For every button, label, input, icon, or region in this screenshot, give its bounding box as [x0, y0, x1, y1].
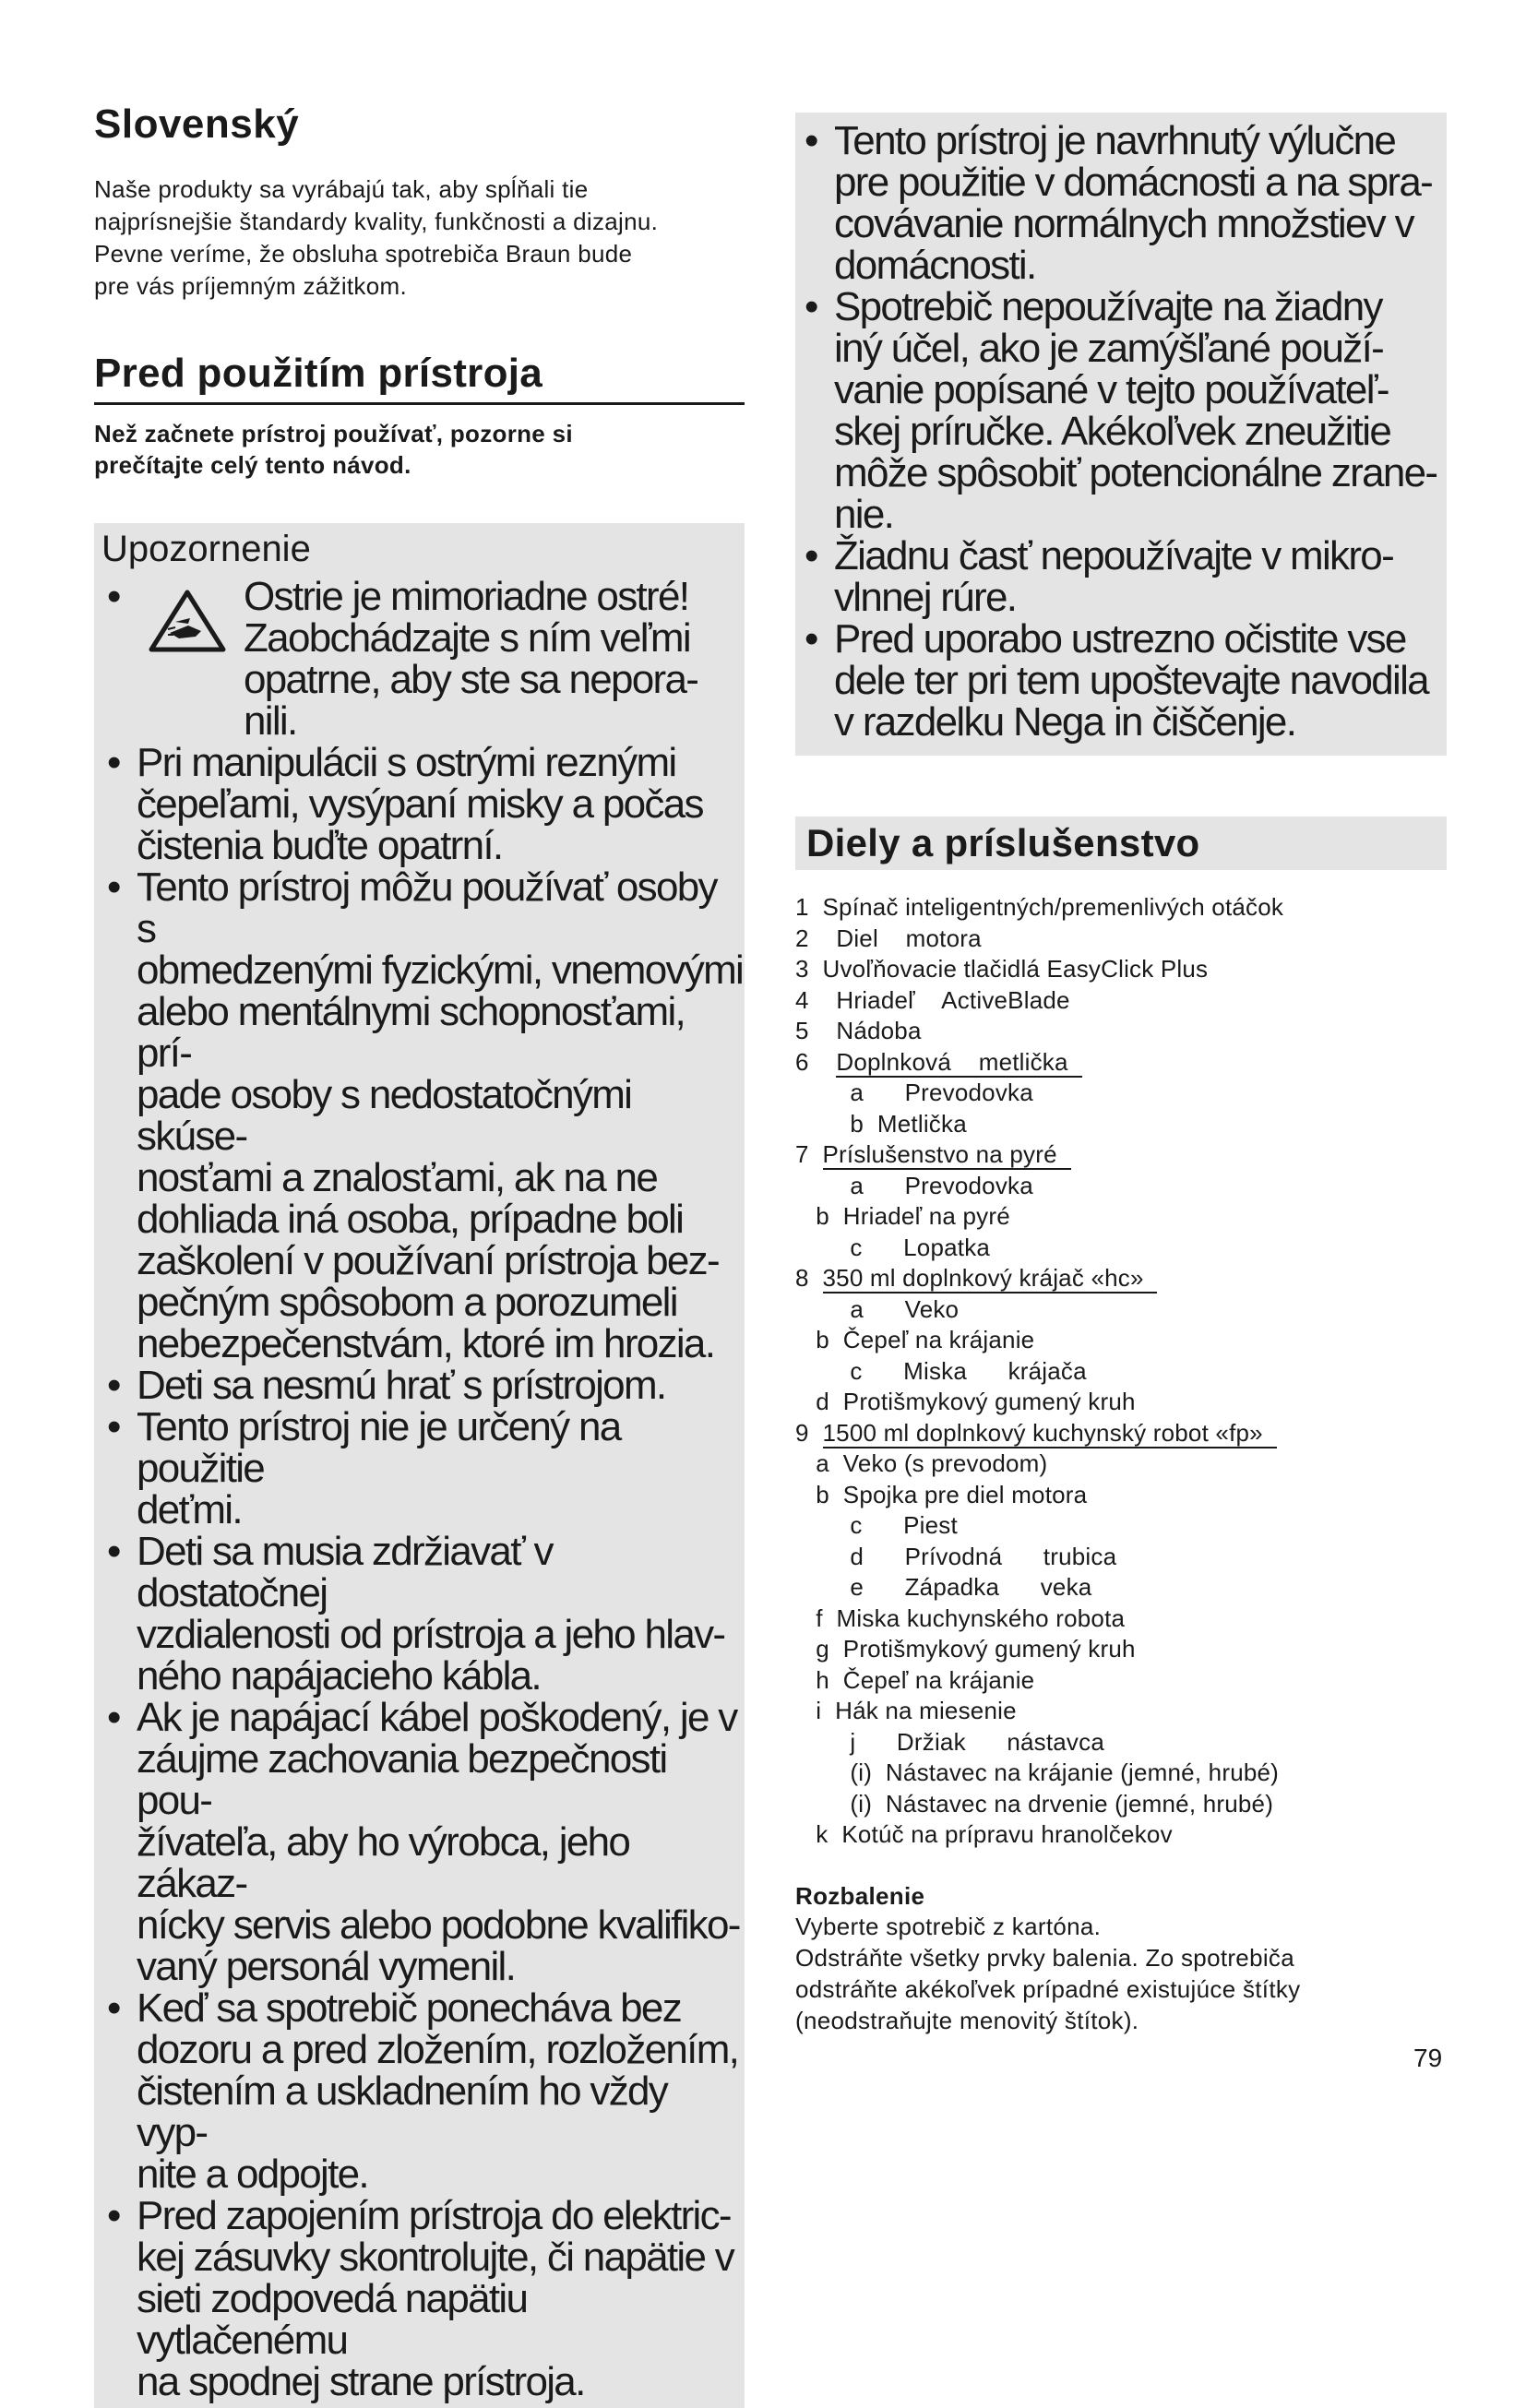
parts-list-item: j Držiak nástavca — [795, 1727, 1104, 1756]
warning-line: skej príručke. Akékoľvek zneužitie — [834, 409, 1391, 454]
warning-item — [101, 1697, 745, 1987]
warning-items-continued — [799, 120, 1437, 743]
parts-list-item: f Miska kuchynského robota — [795, 1603, 1126, 1632]
warning-box — [94, 523, 745, 2408]
warning-line: môže spôsobiť potencionálne zrane- — [834, 450, 1437, 495]
warning-list — [101, 576, 745, 742]
parts-list-item: (i) Nástavec na drvenie (jemné, hrubé) — [795, 1789, 1274, 1818]
parts-list-item: 9 1500 ml doplnkový kuchynský robot «fp» — [795, 1418, 1277, 1447]
parts-list-item: a Veko (s prevodom) — [795, 1449, 1048, 1477]
warning-line: zaškolení v používaní prístroja bez- — [137, 1238, 719, 1283]
warning-line: ného napájacieho kábla. — [137, 1653, 541, 1699]
warning-line: covávanie normálnych množstiev v — [834, 201, 1413, 246]
parts-list-item: 3 Uvoľňovacie tlačidlá EasyClick Plus — [795, 955, 1209, 983]
parts-list-item: b Čepeľ na krájanie — [795, 1326, 1035, 1353]
warning-line: opatrne, aby ste sa nepora- — [244, 657, 698, 702]
warning-item — [101, 866, 745, 1365]
warning-line: • Žiadnu časť nepoužívajte v mikro- — [834, 533, 1394, 578]
warning-line: • Tento prístroj môžu používať osoby s — [137, 864, 717, 951]
warning-line: pečným spôsobom a porozumeli — [137, 1280, 677, 1325]
instruction-line: Než začnete prístroj používať, pozorne si — [94, 420, 573, 447]
warning-item — [799, 618, 1437, 743]
parts-list-item: a Prevodovka — [795, 1079, 1033, 1106]
left-column — [94, 101, 745, 2408]
unpacking-line: Odstráňte všetky prvky balenia. Zo spotrebiča — [795, 1943, 1294, 1972]
parts-list-item: d Prívodná trubica — [795, 1542, 1117, 1570]
unpacking-line: odstráňte akékoľvek prípadné existujúce štítky — [795, 1974, 1301, 2003]
parts-list-item: 2 Diel motora — [795, 924, 982, 952]
warning-item — [799, 120, 1437, 286]
warning-line: vzdialenosti od prístroja a jeho hlav- — [137, 1612, 725, 1657]
parts-list-item: d Protišmykový gumený kruh — [795, 1388, 1136, 1415]
warning-line: obmedzenými fyzickými, vnemovými — [137, 948, 744, 993]
warning-line: nícky servis alebo podobne kvalifiko- — [137, 1902, 740, 1948]
unpacking-line: (neodstraňujte menovitý štítok). — [795, 2006, 1139, 2034]
warning-line: • Pred zapojením prístroja do elektric- — [137, 2193, 731, 2238]
read-manual-instruction — [94, 418, 745, 481]
warning-line: • Ostrie je mimoriadne ostré! — [244, 574, 689, 619]
warning-line: žívateľa, aby ho výrobca, jeho zákaz- — [137, 1819, 630, 1906]
warning-line: • Spotrebič nepoužívajte na žiadny — [834, 284, 1382, 329]
parts-list-item: i Hák na miesenie — [795, 1697, 1017, 1724]
intro-line: pre vás príjemným zážitkom. — [94, 272, 407, 300]
warning-item — [101, 2195, 745, 2402]
instruction-line: prečítajte celý tento návod. — [94, 451, 411, 479]
warning-line: čistením a uskladnením ho vždy vyp- — [137, 2068, 668, 2155]
parts-list-item: 7 Príslušenstvo na pyré — [795, 1140, 1071, 1168]
warning-line: kej zásuvky skontrolujte, či napätie v — [137, 2235, 734, 2280]
warning-line: • Pri manipulácii s ostrými reznými — [137, 740, 676, 785]
warning-blade-text — [244, 576, 697, 742]
warning-line: nie. — [834, 492, 894, 537]
intro-line: Pevne veríme, že obsluha spotrebiča Braun bude — [94, 240, 633, 268]
warning-line: dozoru a pred zložením, rozložením, — [137, 2027, 739, 2072]
parts-list-item: 6 Doplnková metlička — [795, 1047, 1082, 1076]
warning-item — [101, 742, 745, 866]
warning-line: iný účel, ako je zamýšľané použí- — [834, 326, 1384, 371]
warning-item — [101, 1987, 745, 2195]
warning-item — [799, 286, 1437, 535]
parts-list-item: g Protišmykový gumený kruh — [795, 1635, 1136, 1663]
parts-list-item: (i) Nástavec na krájanie (jemné, hrubé) — [795, 1758, 1280, 1786]
warning-line: • Keď sa spotrebič ponecháva bez — [137, 1985, 682, 2031]
warning-line: • Tento prístroj je navrhnutý výlučne — [834, 118, 1396, 163]
language-title: Slovenský — [94, 101, 300, 147]
warning-line: • Deti sa nesmú hrať s prístrojom. — [137, 1363, 666, 1408]
parts-list-item: b Spojka pre diel motora — [795, 1480, 1088, 1508]
page-number: 79 — [1413, 2044, 1443, 2072]
parts-item-label: 1500 ml doplnkový kuchynský robot «fp» — [822, 1418, 1277, 1447]
warning-line: dohliada iná osoba, prípadne boli — [137, 1197, 684, 1242]
warning-line: nite a odpojte. — [137, 2152, 368, 2197]
warning-line: na spodnej strane prístroja. — [137, 2359, 585, 2404]
parts-item-label: 350 ml doplnkový krájač «hc» — [822, 1264, 1158, 1292]
warning-line: čistenia buďte opatrní. — [137, 823, 503, 868]
parts-list — [795, 892, 1447, 1851]
warning-title: Upozornenie — [101, 529, 311, 569]
warning-line: pade osoby s nedostatočnými skúse- — [137, 1072, 632, 1159]
warning-box-continued — [795, 113, 1447, 756]
parts-list-item: a Prevodovka — [795, 1171, 1033, 1199]
parts-list-item: c Piest — [795, 1511, 958, 1539]
warning-line: vanie popísané v tejto používateľ- — [834, 367, 1389, 412]
parts-list-item: e Západka veka — [795, 1573, 1092, 1601]
warning-items — [101, 742, 745, 2402]
unpacking-line: Vyberte spotrebič z kartóna. — [795, 1912, 1102, 1940]
warning-line: nebezpečenstvám, ktoré im hrozia. — [137, 1321, 715, 1366]
warning-item — [101, 1365, 745, 1406]
warning-line: vlnnej rúre. — [834, 575, 1017, 620]
intro-paragraph — [94, 173, 745, 303]
parts-list-item: 5 Nádoba — [795, 1017, 922, 1044]
warning-line: nosťami a znalosťami, ak na ne — [137, 1155, 658, 1200]
warning-line: • Pred uporabo ustrezno očistite vse — [834, 616, 1406, 662]
before-use-heading: Pred použitím prístroja — [94, 351, 745, 405]
warning-line: deťmi. — [137, 1487, 242, 1532]
warning-line: vaný personál vymenil. — [137, 1944, 516, 1989]
unpacking-heading: Rozbalenie — [795, 1881, 925, 1910]
warning-line: Zaobchádzajte s ním veľmi — [244, 615, 690, 661]
parts-list-item: 1 Spínač inteligentných/premenlivých otáčok — [795, 893, 1284, 921]
parts-list-item: b Hriadeľ na pyré — [795, 1202, 1010, 1230]
warning-line: domácnosti. — [834, 243, 1036, 288]
warning-line: čepeľami, vysýpaní misky a počas — [137, 781, 703, 827]
intro-line: Naše produkty sa vyrábajú tak, aby spĺňali tie — [94, 175, 589, 203]
unpacking-text — [795, 1911, 1447, 2036]
parts-list-item: b Metlička — [795, 1109, 967, 1138]
parts-list-item: 4 Hriadeľ ActiveBlade — [795, 985, 1070, 1014]
parts-list-item: h Čepeľ na krájanie — [795, 1665, 1035, 1694]
parts-list-item: c Lopatka — [795, 1233, 991, 1261]
warning-item — [101, 1406, 745, 1531]
parts-item-label: Príslušenstvo na pyré — [822, 1140, 1071, 1168]
warning-line: • Tento prístroj nie je určený na použitie — [137, 1404, 621, 1491]
parts-list-item: 8 350 ml doplnkový krájač «hc» — [795, 1264, 1158, 1292]
warning-line: • Deti sa musia zdržiavať v dostatočnej — [137, 1529, 553, 1615]
right-column — [795, 113, 1447, 2036]
warning-line: nili. — [244, 698, 297, 744]
parts-list-item: a Veko — [795, 1294, 960, 1323]
warning-line: sieti zodpovedá napätiu vytlačenému — [137, 2276, 528, 2363]
intro-line: najprísnejšie štandardy kvality, funkčnosti a dizajnu. — [94, 208, 659, 235]
warning-line: dele ter pri tem upoštevajte navodila — [834, 658, 1428, 703]
sharp-blade-warning-icon — [148, 589, 227, 653]
warning-item — [101, 1531, 745, 1697]
warning-line: pre použitie v domácnosti a na spra- — [834, 160, 1433, 205]
parts-item-label: Doplnková metlička — [836, 1047, 1082, 1076]
parts-list-item: c Miska krájača — [795, 1356, 1087, 1385]
parts-list-item: k Kotúč na prípravu hranolčekov — [795, 1820, 1173, 1848]
warning-line: v razdelku Nega in čiščenje. — [834, 699, 1296, 745]
warning-line: záujme zachovania bezpečnosti pou- — [137, 1736, 667, 1823]
warning-item — [799, 535, 1437, 618]
warning-item-blade — [101, 576, 745, 742]
warning-line: alebo mentálnymi schopnosťami, prí- — [137, 989, 686, 1076]
warning-line: • Ak je napájací kábel poškodený, je v — [137, 1695, 737, 1740]
parts-heading: Diely a príslušenstvo — [795, 817, 1447, 870]
